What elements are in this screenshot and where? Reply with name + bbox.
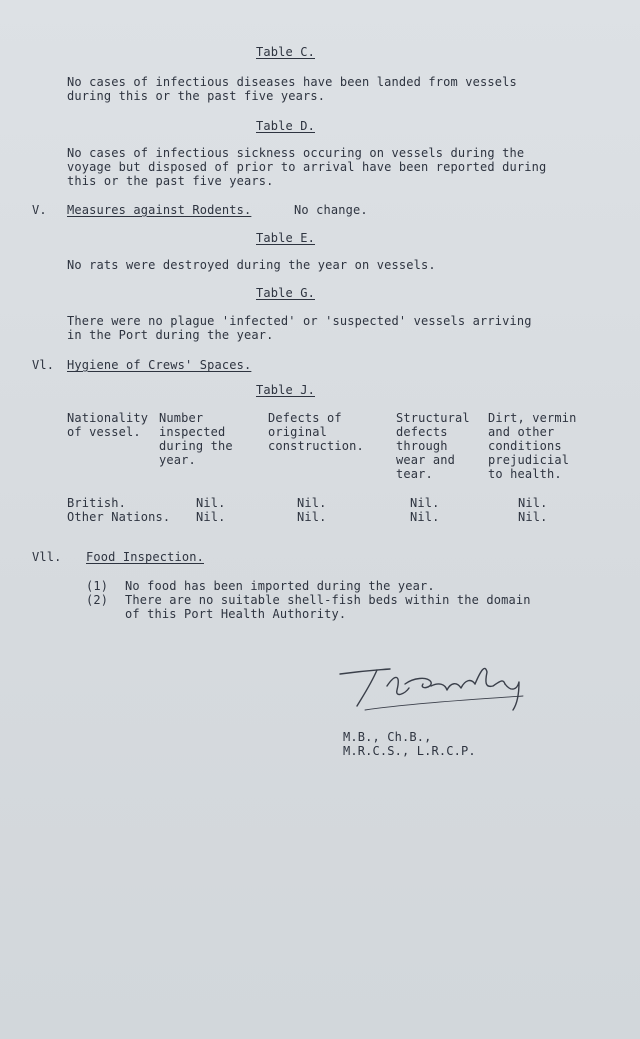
handwritten-signature [335,660,535,720]
table-cell: Nil. [297,496,327,510]
table-cell: Nil. [410,496,440,510]
table-d-text-3: this or the past five years. [67,174,274,188]
food-item-2-line-1: There are no suitable shell-fish beds within the domain [125,593,531,607]
section-vii-heading: Food Inspection. [86,550,204,564]
table-j-title: Table J. [256,383,315,397]
table-g-text-1: There were no plague 'infected' or 'suspected' vessels arriving [67,314,532,328]
food-item-2-line-2: of this Port Health Authority. [125,607,347,621]
section-vi-number: Vl. [32,358,55,372]
table-cell: Nil. [518,496,548,510]
signature-qualifications-1: M.B., Ch.B., [343,730,432,744]
table-j-header: Number [159,411,204,425]
table-cell: Nil. [196,510,226,524]
table-j-header: defects [396,425,448,439]
table-cell: Nil. [297,510,327,524]
table-j-header: to health. [488,467,562,481]
table-cell: Other Nations. [67,510,171,524]
signature-qualifications-2: M.R.C.S., L.R.C.P. [343,744,476,758]
table-j-header: and other [488,425,555,439]
table-j-header: during the [159,439,233,453]
table-j-header: Dirt, vermin [488,411,577,425]
table-j-header: Structural [396,411,470,425]
table-j-header: year. [159,453,196,467]
food-item-number: (1) [86,579,109,593]
table-j-header: conditions [488,439,562,453]
section-v-number: V. [32,203,47,217]
table-j-header: inspected [159,425,226,439]
table-cell: British. [67,496,126,510]
table-j-header: wear and [396,453,455,467]
table-c-text-1: No cases of infectious diseases have been landed from vessels [67,75,517,89]
section-vii-number: Vll. [32,550,62,564]
table-j-header: original [268,425,327,439]
table-j-header: Defects of [268,411,342,425]
table-d-title: Table D. [256,119,315,133]
table-j-header: prejudicial [488,453,570,467]
table-e-title: Table E. [256,231,315,245]
table-c-title: Table C. [256,45,315,59]
section-v-note: No change. [294,203,368,217]
table-j-header: construction. [268,439,364,453]
table-j-header: through [396,439,448,453]
table-g-text-2: in the Port during the year. [67,328,274,342]
table-g-title: Table G. [256,286,315,300]
table-j-header: tear. [396,467,433,481]
table-e-text: No rats were destroyed during the year on vessels. [67,258,436,272]
section-vi-heading: Hygiene of Crews' Spaces. [67,358,252,372]
table-d-text-2: voyage but disposed of prior to arrival have been reported during [67,160,547,174]
table-cell: Nil. [196,496,226,510]
table-c-text-2: during this or the past five years. [67,89,326,103]
table-j-header: of vessel. [67,425,141,439]
table-cell: Nil. [518,510,548,524]
table-d-text-1: No cases of infectious sickness occuring on vessels during the [67,146,525,160]
section-v-heading: Measures against Rodents. [67,203,252,217]
table-j-header: Nationality [67,411,149,425]
table-cell: Nil. [410,510,440,524]
food-item-1: No food has been imported during the year. [125,579,435,593]
food-item-number: (2) [86,593,109,607]
